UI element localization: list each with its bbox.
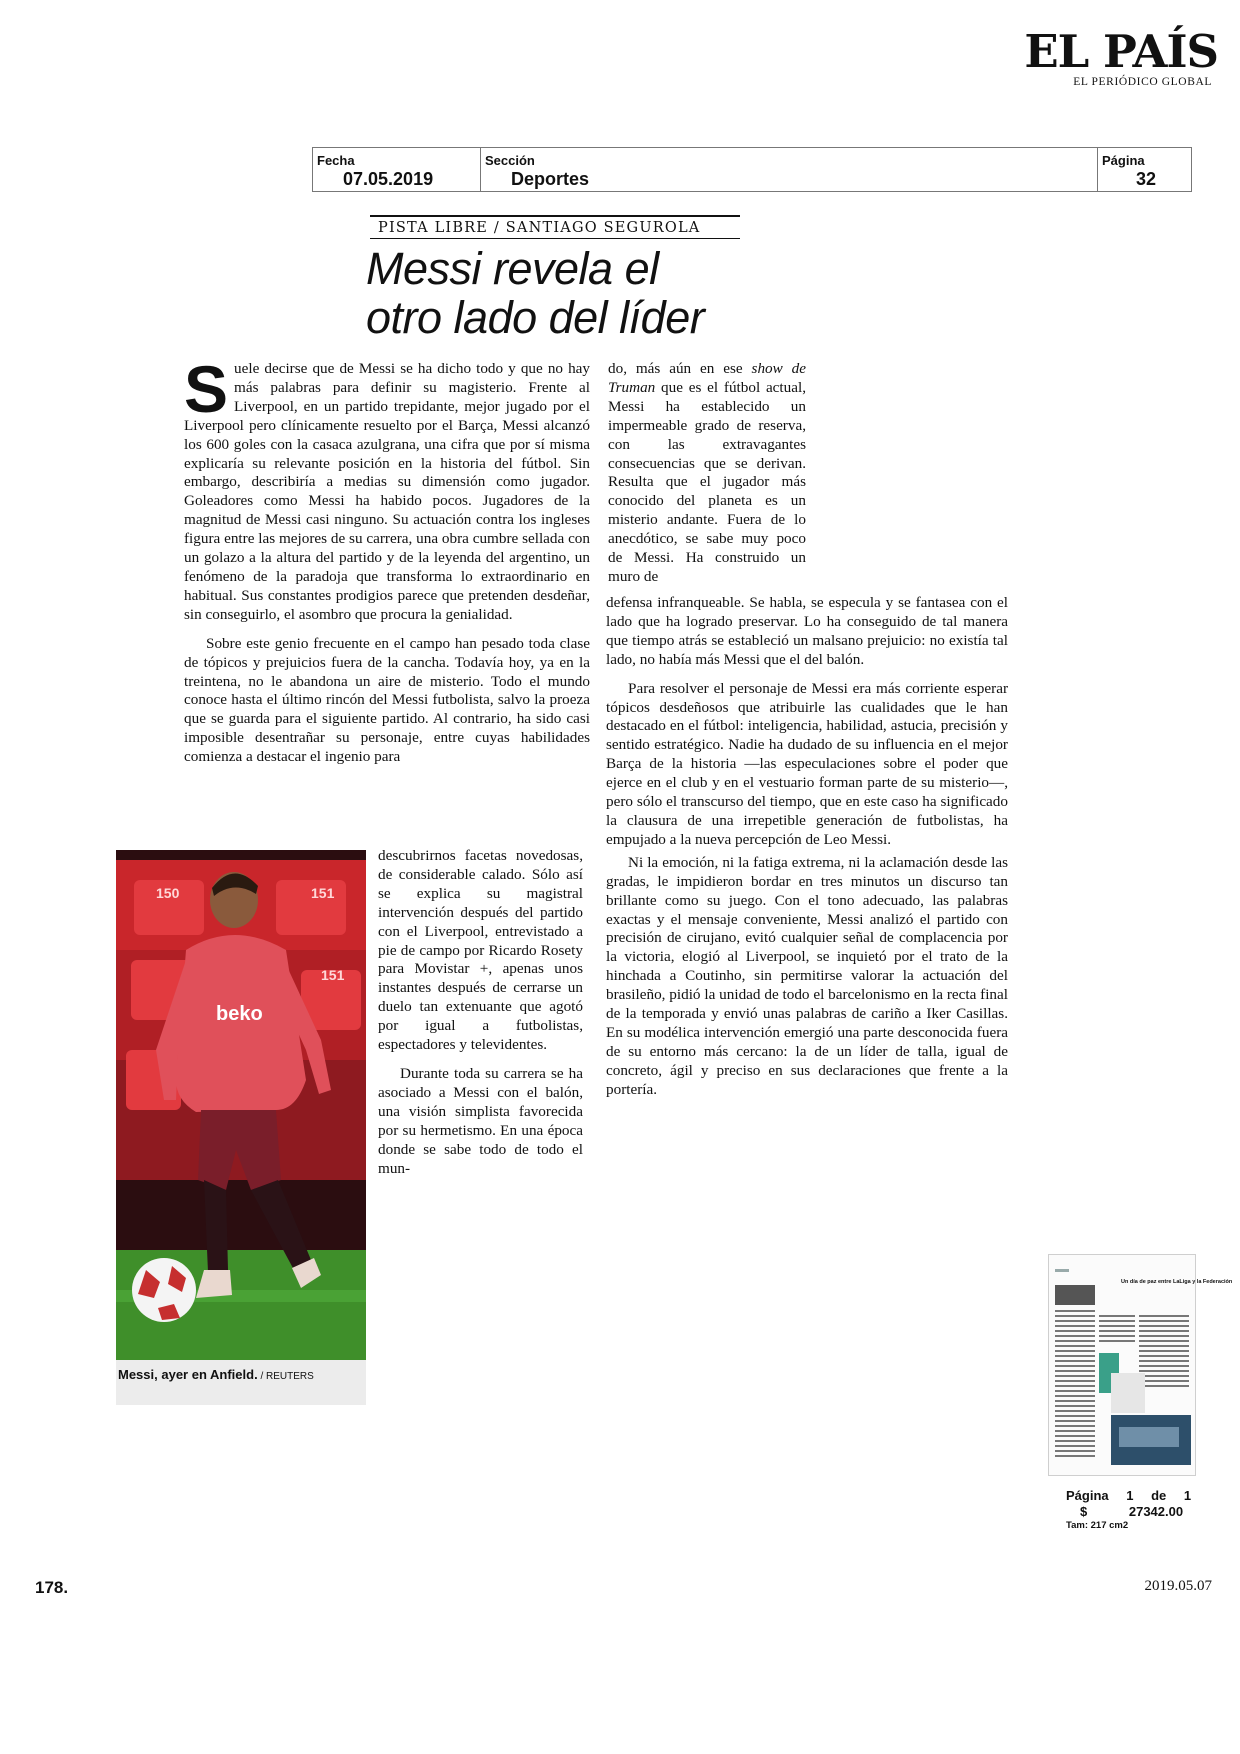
headline-line-2: otro lado del líder	[366, 292, 705, 343]
drop-cap: S	[184, 352, 229, 426]
pagina-cell	[1098, 148, 1191, 191]
p3-italic: show de Truman	[608, 360, 806, 396]
messi-photo	[116, 850, 366, 1360]
shirt-sponsor: beko	[216, 1003, 263, 1025]
paragraph-1-text: uele decirse que de Messi se ha dicho todo y que no hay más palabras para definir su magisterio. Frente al Liverpool, en un partido trepidante, mejor jugado por el Liverpool pero clínicamente resuelto por el Barça, Messi alcanzó los 600 goles con la casaca azulgrana, una cifra que por sí misma explicaría su relevante posición en la historia del fútbol. Sin embargo, describiría a medias su dimensión como jugador. Goleadores como Messi ha habido pocos. Jugadores de la magnitud de Messi casi ninguno. Su actuación contra los ingleses figura entre las mejores de su carrera, una obra cumbre sellada con un golazo a la altura del partido y de la leyenda del argentino, un fenómeno de la paradoja que transforma lo extraordinario en habitual. Sus constantes prodigios parece que pretenden desdeñar, sin conseguirlo, el asombro que procura la genialidad.	[184, 360, 590, 623]
seccion-label: Sección	[485, 153, 535, 168]
page-count-line	[1066, 1488, 1206, 1503]
page-info	[1066, 1488, 1206, 1531]
logo-subtitle: EL PERIÓDICO GLOBAL	[1073, 76, 1212, 88]
footer-number: 178.	[35, 1578, 69, 1597]
clipping-header	[312, 147, 1192, 192]
fecha-value: 07.05.2019	[343, 169, 434, 189]
fecha-label: Fecha	[317, 153, 355, 168]
section-kicker: PISTA LIBRE / SANTIAGO SEGUROLA	[370, 215, 740, 239]
photo-caption	[118, 1366, 358, 1385]
footer-date: 2019.05.07	[1144, 1578, 1212, 1594]
article-column-2	[608, 360, 806, 587]
headline-line-1: Messi revela el	[366, 243, 659, 294]
el-pais-logo: EL PAÍS	[1024, 25, 1218, 78]
size-line: Tam: 217 cm2	[1066, 1520, 1129, 1531]
page-info-de: de	[1151, 1488, 1167, 1503]
article-column-1	[184, 352, 590, 767]
paragraph-5: Ni la emoción, ni la fatiga extrema, ni la aclamación desde las gradas, le impidieron bordar en tres minutos un discurso tan brillante como su juego. Con el tono adecuado, las palabras exactas y el mensaje conveniente, Messi analizó el partido con precisión de cirujano, evitó cualquier señal de complacencia por la victoria, elogió al Liverpool, se inquietó por el trato de la hinchada a Coutinho, sin permitirse valorar la actuación del brasileño, pidió la unidad de todo el barcelonismo en la recta final de la temporada y envió unas palabras de cariño a Iker Casillas. En su modélica intervención emergió una parte desconocida fuera de su entorno más cercano: la de un líder de talla, igual de concreto, ágil y preciso en sus declaraciones que frente a la portería.	[606, 853, 1008, 1098]
paragraph-2-cont: descubrirnos facetas novedosas, de considerable calado. Sólo así se explica su magistral intervención después del partido con el Liverpool, entrevistado a pie de campo por Ricardo Rosety para Movistar +, apenas unos instantes después de cerrarse un duelo tan extenuante que agotó por igual a futbolistas, espectadores y televidentes.	[378, 847, 583, 1054]
p3-text-a: do, más aún en ese	[608, 360, 752, 377]
page-info-page: 1	[1126, 1488, 1134, 1503]
paragraph-4: Para resolver el personaje de Messi era más corriente esperar tópicos desdeñosos que atribuirle las cualidades que le han destacado en el fútbol: inteligencia, habilidad, astucia, precisión y sentido estratégico. Nadie ha dudado de su influencia en el mejor Barça de la historia —las especulaciones sobre el poder que ejerce en el club y en el vestuario forman parte de su misterio—, pero sólo el transcurso del tiempo, que en este caso ha significado la clausura de una irrepetible generación de futbolistas, ha empujado a la nueva percepción de Leo Messi.	[606, 679, 1008, 848]
price-line	[1066, 1504, 1206, 1519]
page-info-total: 1	[1183, 1488, 1192, 1503]
paragraph-2: Sobre este genio frecuente en el campo han pesado toda clase de tópicos y prejuicios fuera de la cancha. Todavía hoy, ya en la treintena, no le abandona un aire de misterio. Todo el mundo conoce hasta el último rincón del Messi futbolista, salvo la proeza que se guarda para el siguiente partido. Al contrario, ha sido casi imposible desentrañar su personaje, entre cuyas habilidades comienza a destacar el ingenio para	[184, 634, 590, 766]
seccion-value: Deportes	[511, 169, 590, 189]
seat-number-2: 151	[311, 885, 335, 901]
photo-block	[116, 850, 366, 1405]
p3-text-b: que es el fútbol actual, Messi ha establecido un impermeable grado de reserva, con las extravagantes consecuencias que se derivan. Resulta que el jugador más conocido del planeta es un misterio andante. Fuera de lo anecdótico, se sabe muy poco de Messi. Ha construido un muro de	[608, 378, 806, 585]
pagina-label: Página	[1102, 153, 1145, 168]
article-column-2b	[378, 847, 583, 1178]
page-info-label: Página	[1066, 1488, 1109, 1503]
thumbnail-preview	[1049, 1255, 1233, 1475]
page-thumbnail	[1048, 1254, 1233, 1476]
seccion-cell	[481, 148, 1098, 191]
seat-number-3: 151	[321, 967, 345, 983]
headline	[366, 244, 786, 342]
fecha-cell	[313, 148, 481, 191]
pagina-value: 32	[1136, 169, 1157, 189]
photo-credit: / REUTERS	[257, 1371, 314, 1382]
paragraph-3-end: defensa infranqueable. Se habla, se especula y se fantasea con el lado que ha logrado preservar. Lo ha conseguido de tal manera que tiempo atrás se estableció un malsano prejuicio: no existía tal lado, no había más Messi que el del balón.	[606, 594, 1008, 668]
paragraph-3-cont	[608, 360, 806, 587]
paragraph-3: Durante toda su carrera se ha asociado a Messi con el balón, una visión simplista favorecida por su hermetismo. En una época donde se sabe todo de todo el mun-	[378, 1064, 583, 1177]
caption-text: Messi, ayer en Anfield.	[118, 1367, 258, 1382]
price-amount: 27342.00	[1128, 1504, 1184, 1519]
article-column-3	[606, 594, 1008, 1100]
price-symbol: $	[1080, 1504, 1088, 1519]
seat-number-1: 150	[156, 885, 180, 901]
thumbnail-headline: Un día de paz entre LaLiga y la Federación	[1121, 1279, 1233, 1285]
paragraph-1	[184, 352, 590, 625]
